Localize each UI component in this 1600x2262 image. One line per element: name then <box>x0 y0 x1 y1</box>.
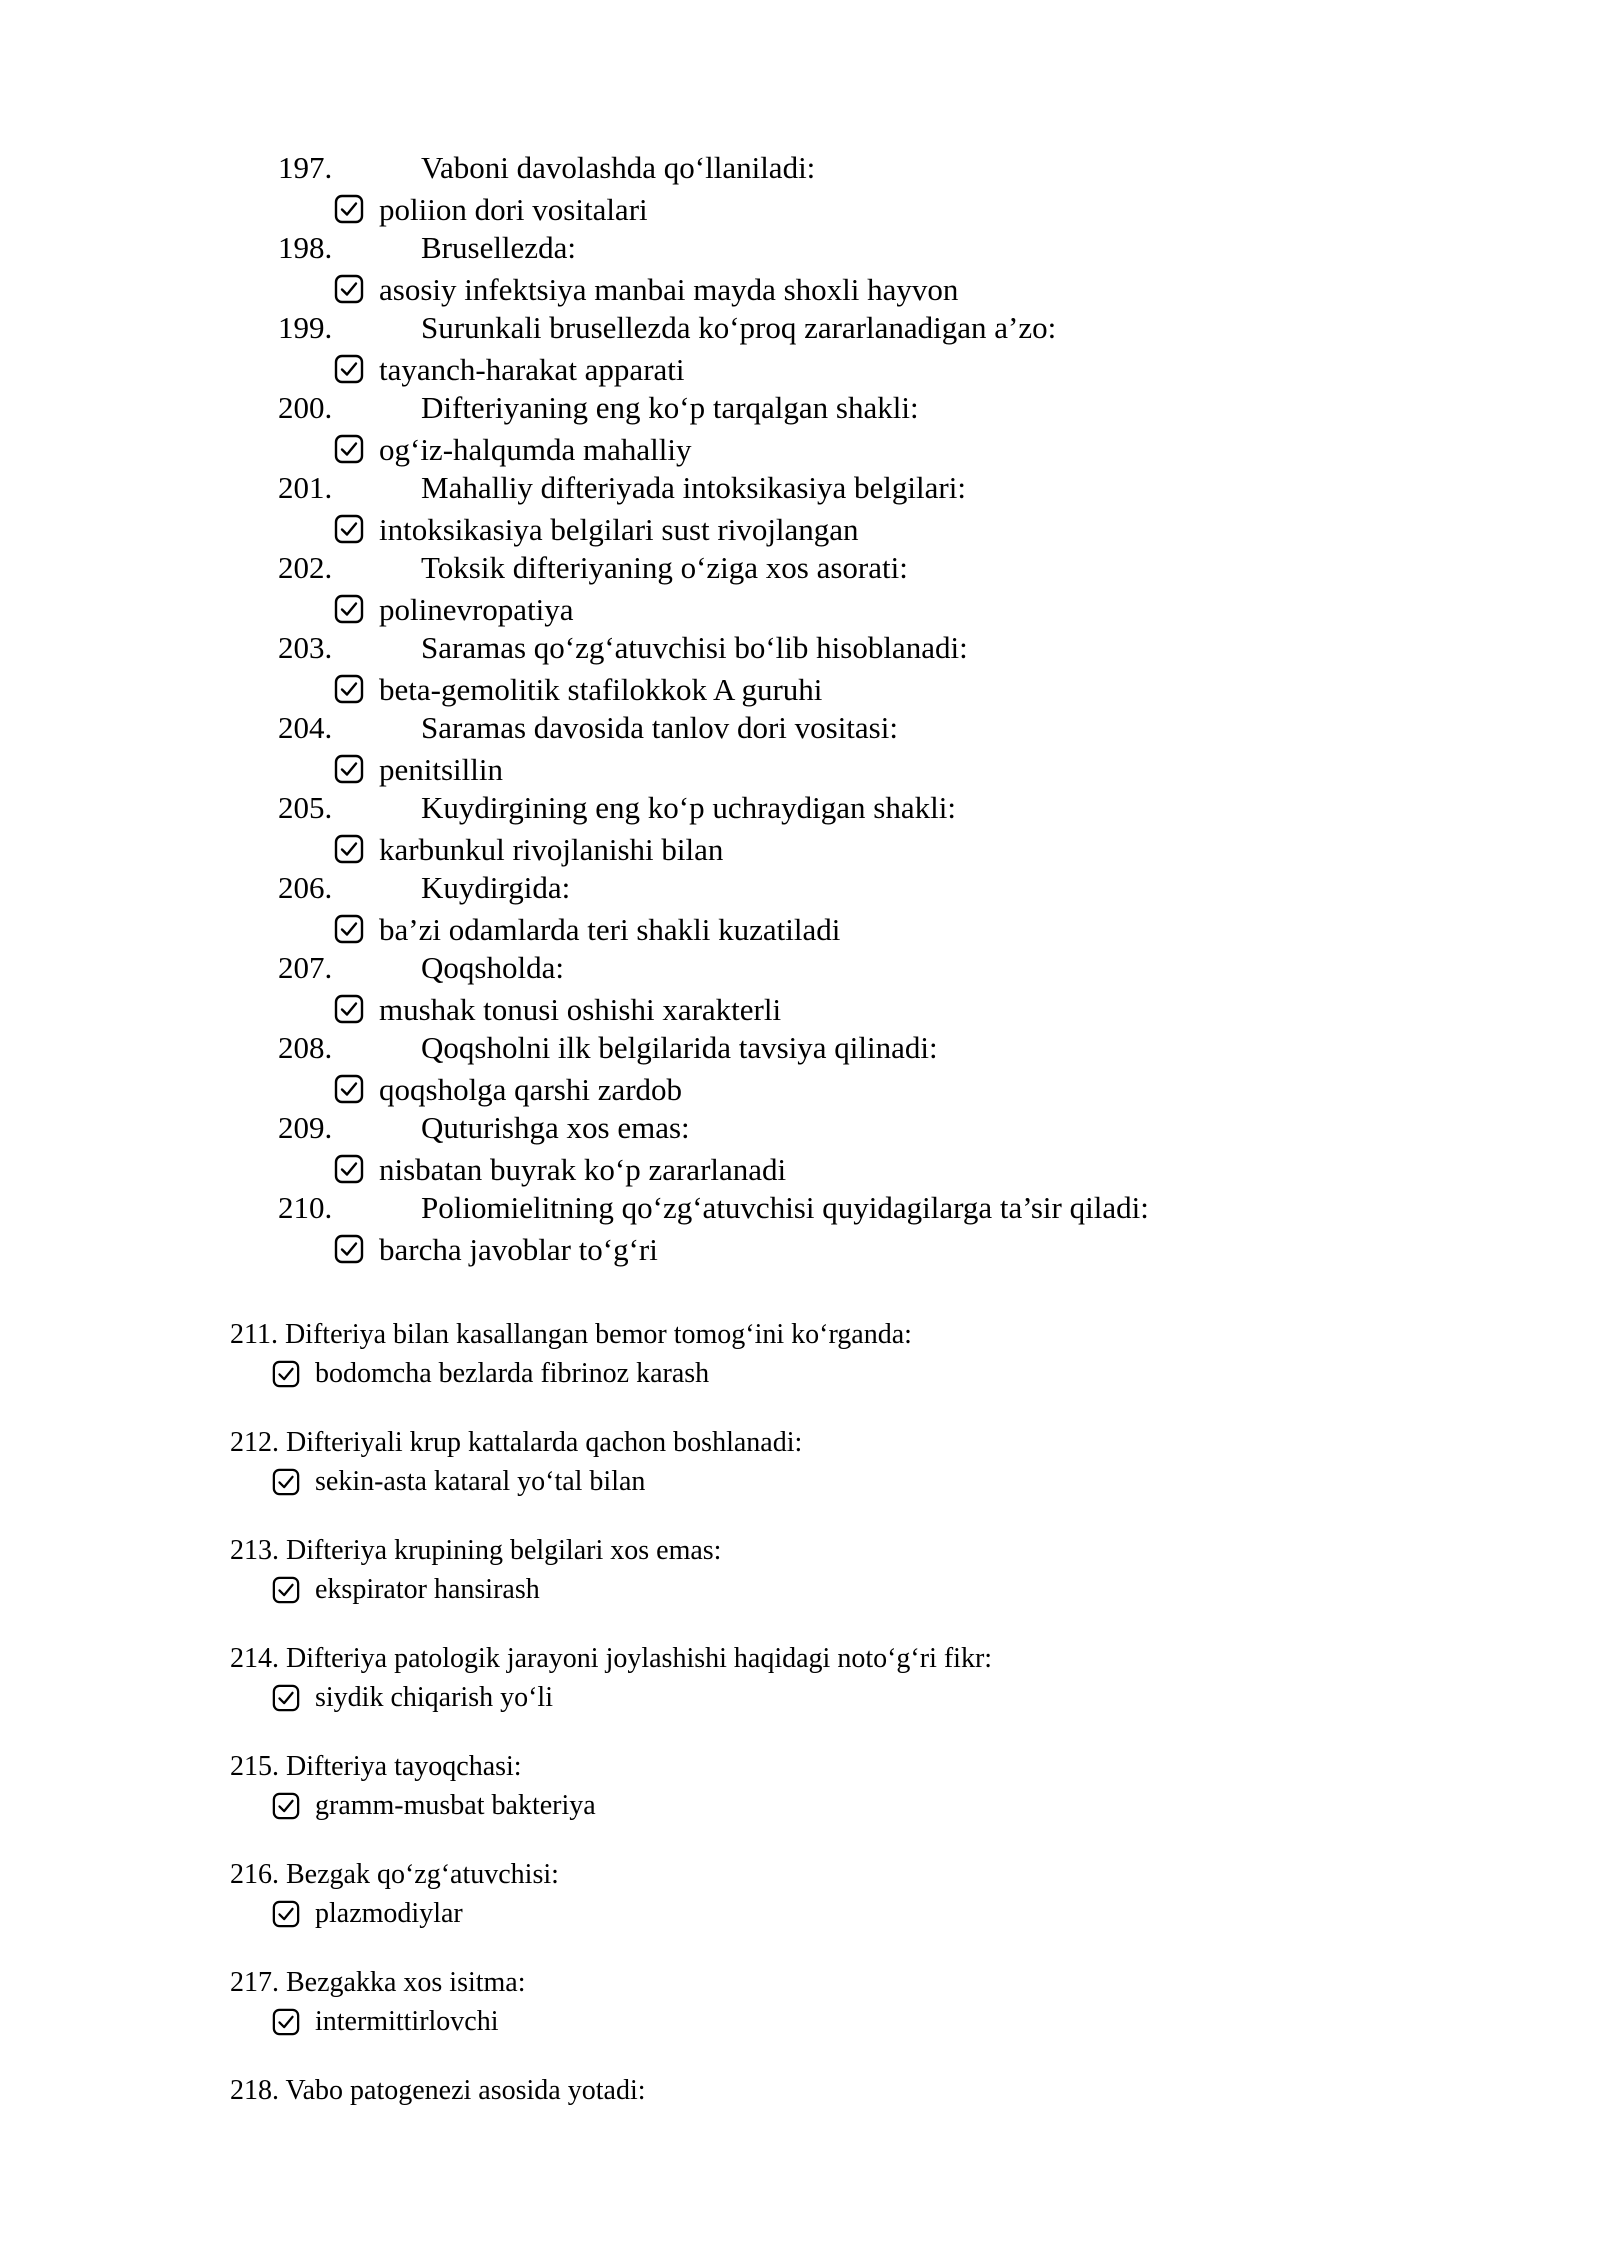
question-text: Poliomielitning qo‘zg‘atuvchisi quyidagilarga ta’sir qiladi: <box>421 1190 1149 1225</box>
answer-row <box>0 348 1600 388</box>
answer-row <box>0 1680 1600 1716</box>
answer-row <box>0 588 1600 628</box>
answer-text: ekspirator hansirash <box>315 1574 540 1605</box>
question-item <box>0 2073 1600 2181</box>
question-text: 218. Vabo patogenezi asosida yotadi: <box>230 2075 646 2106</box>
question-number: 204. <box>278 710 333 745</box>
answer-row <box>0 1896 1600 1932</box>
answer-row <box>0 1572 1600 1608</box>
question-row <box>0 148 1600 188</box>
checkbox-checked-icon <box>272 1792 300 1820</box>
answer-row <box>0 2004 1600 2040</box>
answer-row <box>0 508 1600 548</box>
answer-row <box>0 268 1600 308</box>
question-text: Toksik difteriyaning o‘ziga xos asorati: <box>421 550 908 585</box>
question-item <box>0 1533 1600 1641</box>
question-row <box>0 868 1600 908</box>
question-number: 210. <box>278 1190 333 1225</box>
question-number: 197. <box>278 150 333 185</box>
answer-row <box>0 828 1600 868</box>
question-text: 215. Difteriya tayoqchasi: <box>230 1751 522 1782</box>
question-number: 209. <box>278 1110 333 1145</box>
question-text: 213. Difteriya krupining belgilari xos emas: <box>230 1535 722 1566</box>
answer-row <box>0 1068 1600 1108</box>
question-text: Kuydirgining eng ko‘p uchraydigan shakli: <box>421 790 956 825</box>
answer-row <box>0 428 1600 468</box>
answer-text: plazmodiylar <box>315 1898 463 1929</box>
question-row <box>0 548 1600 588</box>
answer-text: nisbatan buyrak ko‘p zararlanadi <box>379 1152 787 1187</box>
answer-row <box>0 188 1600 228</box>
question-text: 212. Difteriyali krup kattalarda qachon boshlanadi: <box>230 1427 803 1458</box>
answer-text: beta-gemolitik stafilokkok A guruhi <box>379 672 823 707</box>
answer-text: intermittirlovchi <box>315 2006 499 2037</box>
answer-text: sekin-asta kataral yo‘tal bilan <box>315 1466 646 1497</box>
checkbox-checked-icon <box>334 354 364 384</box>
checkbox-checked-icon <box>334 1234 364 1264</box>
question-text: Saramas davosida tanlov dori vositasi: <box>421 710 898 745</box>
answer-row <box>0 1788 1600 1824</box>
question-number: 208. <box>278 1030 333 1065</box>
question-text: Saramas qo‘zg‘atuvchisi bo‘lib hisoblanadi: <box>421 630 968 665</box>
answer-text: intoksikasiya belgilari sust rivojlangan <box>379 512 859 547</box>
answer-text: karbunkul rivojlanishi bilan <box>379 832 724 867</box>
checkbox-checked-icon <box>272 1360 300 1388</box>
checkbox-checked-icon <box>334 994 364 1024</box>
checkbox-checked-icon <box>334 914 364 944</box>
question-text: 216. Bezgak qo‘zg‘atuvchisi: <box>230 1859 559 1890</box>
answer-text: poliion dori vositalari <box>379 192 648 227</box>
checkbox-checked-icon <box>334 674 364 704</box>
answer-text: og‘iz-halqumda mahalliy <box>379 432 692 467</box>
checkbox-checked-icon <box>272 1576 300 1604</box>
checkbox-checked-icon <box>272 1468 300 1496</box>
checkbox-checked-icon <box>334 514 364 544</box>
answer-text: asosiy infektsiya manbai mayda shoxli hayvon <box>379 272 959 307</box>
answer-row <box>0 1356 1600 1392</box>
question-text: Surunkali brusellezda ko‘proq zararlanadigan a’zo: <box>421 310 1057 345</box>
question-number: 207. <box>278 950 333 985</box>
question-item <box>0 1425 1600 1533</box>
question-number: 199. <box>278 310 333 345</box>
question-text: Brusellezda: <box>421 230 576 265</box>
question-text: Vaboni davolashda qo‘llaniladi: <box>421 150 816 185</box>
question-row <box>0 388 1600 428</box>
answer-row <box>0 748 1600 788</box>
question-text: Difteriyaning eng ko‘p tarqalgan shakli: <box>421 390 919 425</box>
answer-text: penitsillin <box>379 752 503 787</box>
checkbox-checked-icon <box>334 434 364 464</box>
question-text: 214. Difteriya patologik jarayoni joylashishi haqidagi noto‘g‘ri fikr: <box>230 1643 993 1674</box>
checkbox-checked-icon <box>334 194 364 224</box>
answer-text: gramm-musbat bakteriya <box>315 1790 596 1821</box>
question-row <box>0 1108 1600 1148</box>
answer-row <box>0 1464 1600 1500</box>
question-row <box>0 948 1600 988</box>
question-text: 217. Bezgakka xos isitma: <box>230 1967 526 1998</box>
question-number: 201. <box>278 470 333 505</box>
question-number: 203. <box>278 630 333 665</box>
question-number: 200. <box>278 390 333 425</box>
question-item <box>0 1857 1600 1965</box>
question-item <box>0 1965 1600 2073</box>
question-list-197-210 <box>0 148 1600 1268</box>
question-row <box>0 1028 1600 1068</box>
question-row <box>0 628 1600 668</box>
answer-text: ba’zi odamlarda teri shakli kuzatiladi <box>379 912 841 947</box>
question-text: Mahalliy difteriyada intoksikasiya belgilari: <box>421 470 966 505</box>
question-row <box>0 228 1600 268</box>
question-number: 198. <box>278 230 333 265</box>
answer-text: bodomcha bezlarda fibrinoz karash <box>315 1358 710 1389</box>
question-list-211-218 <box>0 1317 1600 2181</box>
question-number: 206. <box>278 870 333 905</box>
answer-row <box>0 1148 1600 1188</box>
answer-text: tayanch-harakat apparati <box>379 352 685 387</box>
question-text: Qoqsholda: <box>421 950 564 985</box>
answer-row <box>0 1228 1600 1268</box>
answer-text: siydik chiqarish yo‘li <box>315 1682 553 1713</box>
question-row <box>0 708 1600 748</box>
question-text: Quturishga xos emas: <box>421 1110 690 1145</box>
question-row <box>0 468 1600 508</box>
answer-text: qoqsholga qarshi zardob <box>379 1072 683 1107</box>
question-text: Qoqsholni ilk belgilarida tavsiya qilinadi: <box>421 1030 938 1065</box>
question-item <box>0 1749 1600 1857</box>
question-item <box>0 1317 1600 1425</box>
question-number: 205. <box>278 790 333 825</box>
question-text: Kuydirgida: <box>421 870 571 905</box>
checkbox-checked-icon <box>334 274 364 304</box>
checkbox-checked-icon <box>334 1154 364 1184</box>
checkbox-checked-icon <box>334 1074 364 1104</box>
checkbox-checked-icon <box>272 1684 300 1712</box>
answer-text: mushak tonusi oshishi xarakterli <box>379 992 782 1027</box>
answer-row <box>0 988 1600 1028</box>
checkbox-checked-icon <box>334 594 364 624</box>
question-row <box>0 308 1600 348</box>
answer-row <box>0 668 1600 708</box>
checkbox-checked-icon <box>334 754 364 784</box>
question-row <box>0 1188 1600 1228</box>
answer-text: barcha javoblar to‘g‘ri <box>379 1232 658 1267</box>
question-number: 202. <box>278 550 333 585</box>
answer-row <box>0 908 1600 948</box>
question-text: 211. Difteriya bilan kasallangan bemor tomog‘ini ko‘rganda: <box>230 1319 912 1350</box>
checkbox-checked-icon <box>272 2008 300 2036</box>
answer-text: polinevropatiya <box>379 592 574 627</box>
question-row <box>0 788 1600 828</box>
question-item <box>0 1641 1600 1749</box>
checkbox-checked-icon <box>334 834 364 864</box>
checkbox-checked-icon <box>272 1900 300 1928</box>
